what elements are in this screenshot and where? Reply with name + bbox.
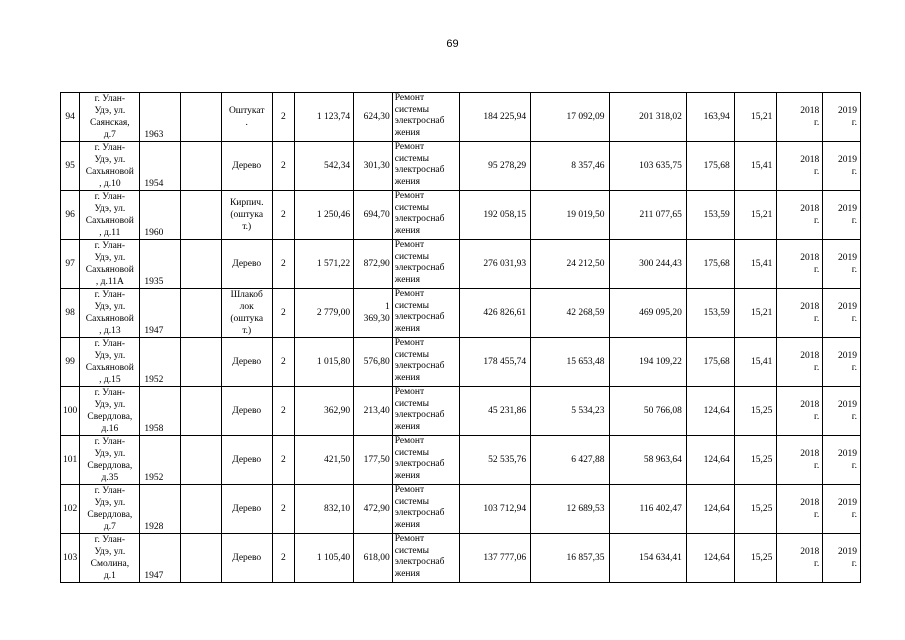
- total-area-cell: 1 571,22: [295, 240, 354, 289]
- total-area-cell: 362,90: [295, 387, 354, 436]
- rate-cell: 175,68: [686, 142, 734, 191]
- housing-repair-table: [60, 92, 861, 583]
- rate-cell: 15,21: [734, 93, 777, 142]
- rate-cell: 15,25: [734, 485, 777, 534]
- empty-cell: [181, 485, 222, 534]
- end-year-cell: 2019 г.: [823, 338, 861, 387]
- living-area-cell: 472,90: [354, 485, 393, 534]
- cost-cell: 276 031,93: [459, 240, 530, 289]
- table-row: [61, 240, 861, 289]
- cost-cell: 24 212,50: [531, 240, 609, 289]
- total-cost-cell: 300 244,43: [609, 240, 686, 289]
- empty-cell: [181, 240, 222, 289]
- wall-material-cell: Оштукат .: [221, 93, 272, 142]
- year-built-cell: 1954: [140, 142, 181, 191]
- rate-cell: 124,64: [686, 534, 734, 583]
- total-area-cell: 1 015,80: [295, 338, 354, 387]
- total-cost-cell: 58 963,64: [609, 436, 686, 485]
- table-row: [61, 534, 861, 583]
- living-area-cell: 618,00: [354, 534, 393, 583]
- year-built-cell: 1928: [140, 485, 181, 534]
- table-body: [61, 93, 861, 583]
- living-area-cell: 177,50: [354, 436, 393, 485]
- rate-cell: 15,41: [734, 142, 777, 191]
- wall-material-cell: Дерево: [221, 387, 272, 436]
- end-year-cell: 2019 г.: [823, 387, 861, 436]
- cost-cell: 52 535,76: [459, 436, 530, 485]
- address-cell: г. Улан- Удэ, ул. Сахьяновой , д.11А: [80, 240, 140, 289]
- table-row: [61, 485, 861, 534]
- total-area-cell: 1 250,46: [295, 191, 354, 240]
- empty-cell: [181, 191, 222, 240]
- start-year-cell: 2018 г.: [777, 240, 823, 289]
- row-number: 97: [61, 240, 80, 289]
- start-year-cell: 2018 г.: [777, 191, 823, 240]
- start-year-cell: 2018 г.: [777, 436, 823, 485]
- address-cell: г. Улан- Удэ, ул. Свердлова, д.35: [80, 436, 140, 485]
- total-cost-cell: 211 077,65: [609, 191, 686, 240]
- row-number: 98: [61, 289, 80, 338]
- living-area-cell: 1 369,30: [354, 289, 393, 338]
- living-area-cell: 213,40: [354, 387, 393, 436]
- cost-cell: 192 058,15: [459, 191, 530, 240]
- table-row: [61, 338, 861, 387]
- row-number: 94: [61, 93, 80, 142]
- cost-cell: 17 092,09: [531, 93, 609, 142]
- address-cell: г. Улан- Удэ, ул. Сахьяновой , д.13: [80, 289, 140, 338]
- wall-material-cell: Дерево: [221, 436, 272, 485]
- wall-material-cell: Дерево: [221, 240, 272, 289]
- address-cell: г. Улан- Удэ, ул. Свердлова, д.16: [80, 387, 140, 436]
- empty-cell: [181, 142, 222, 191]
- rate-cell: 175,68: [686, 338, 734, 387]
- rate-cell: 15,41: [734, 338, 777, 387]
- table-row: [61, 142, 861, 191]
- living-area-cell: 694,70: [354, 191, 393, 240]
- row-number: 95: [61, 142, 80, 191]
- total-cost-cell: 103 635,75: [609, 142, 686, 191]
- total-area-cell: 2 779,00: [295, 289, 354, 338]
- living-area-cell: 576,80: [354, 338, 393, 387]
- row-number: 96: [61, 191, 80, 240]
- end-year-cell: 2019 г.: [823, 191, 861, 240]
- work-type-cell: Ремонт системы электроснаб жения: [392, 534, 459, 583]
- row-number: 103: [61, 534, 80, 583]
- end-year-cell: 2019 г.: [823, 534, 861, 583]
- rate-cell: 124,64: [686, 485, 734, 534]
- floors-cell: 2: [272, 534, 294, 583]
- work-type-cell: Ремонт системы электроснаб жения: [392, 338, 459, 387]
- row-number: 100: [61, 387, 80, 436]
- floors-cell: 2: [272, 142, 294, 191]
- start-year-cell: 2018 г.: [777, 534, 823, 583]
- rate-cell: 124,64: [686, 436, 734, 485]
- rate-cell: 175,68: [686, 240, 734, 289]
- living-area-cell: 624,30: [354, 93, 393, 142]
- work-type-cell: Ремонт системы электроснаб жения: [392, 240, 459, 289]
- wall-material-cell: Дерево: [221, 338, 272, 387]
- floors-cell: 2: [272, 289, 294, 338]
- total-area-cell: 1 105,40: [295, 534, 354, 583]
- end-year-cell: 2019 г.: [823, 93, 861, 142]
- cost-cell: 42 268,59: [531, 289, 609, 338]
- wall-material-cell: Дерево: [221, 534, 272, 583]
- cost-cell: 45 231,86: [459, 387, 530, 436]
- rate-cell: 15,21: [734, 289, 777, 338]
- cost-cell: 19 019,50: [531, 191, 609, 240]
- total-cost-cell: 116 402,47: [609, 485, 686, 534]
- address-cell: г. Улан- Удэ, ул. Свердлова, д.7: [80, 485, 140, 534]
- end-year-cell: 2019 г.: [823, 485, 861, 534]
- year-built-cell: 1947: [140, 534, 181, 583]
- work-type-cell: Ремонт системы электроснаб жения: [392, 191, 459, 240]
- floors-cell: 2: [272, 191, 294, 240]
- start-year-cell: 2018 г.: [777, 338, 823, 387]
- end-year-cell: 2019 г.: [823, 240, 861, 289]
- page-number: 69: [446, 38, 459, 50]
- empty-cell: [181, 93, 222, 142]
- empty-cell: [181, 436, 222, 485]
- floors-cell: 2: [272, 93, 294, 142]
- start-year-cell: 2018 г.: [777, 289, 823, 338]
- floors-cell: 2: [272, 436, 294, 485]
- year-built-cell: 1935: [140, 240, 181, 289]
- work-type-cell: Ремонт системы электроснаб жения: [392, 436, 459, 485]
- year-built-cell: 1960: [140, 191, 181, 240]
- total-area-cell: 542,34: [295, 142, 354, 191]
- rate-cell: 15,25: [734, 387, 777, 436]
- total-cost-cell: 50 766,08: [609, 387, 686, 436]
- year-built-cell: 1952: [140, 338, 181, 387]
- address-cell: г. Улан- Удэ, ул. Саянская, д.7: [80, 93, 140, 142]
- cost-cell: 137 777,06: [459, 534, 530, 583]
- floors-cell: 2: [272, 387, 294, 436]
- table-row: [61, 93, 861, 142]
- wall-material-cell: Дерево: [221, 485, 272, 534]
- row-number: 102: [61, 485, 80, 534]
- start-year-cell: 2018 г.: [777, 485, 823, 534]
- row-number: 99: [61, 338, 80, 387]
- year-built-cell: 1947: [140, 289, 181, 338]
- living-area-cell: 301,30: [354, 142, 393, 191]
- work-type-cell: Ремонт системы электроснаб жения: [392, 289, 459, 338]
- rate-cell: 15,25: [734, 436, 777, 485]
- wall-material-cell: Шлакоб лок (оштука т.): [221, 289, 272, 338]
- rate-cell: 153,59: [686, 191, 734, 240]
- end-year-cell: 2019 г.: [823, 289, 861, 338]
- wall-material-cell: Дерево: [221, 142, 272, 191]
- total-cost-cell: 194 109,22: [609, 338, 686, 387]
- work-type-cell: Ремонт системы электроснаб жения: [392, 93, 459, 142]
- empty-cell: [181, 534, 222, 583]
- end-year-cell: 2019 г.: [823, 436, 861, 485]
- row-number: 101: [61, 436, 80, 485]
- floors-cell: 2: [272, 485, 294, 534]
- table-row: [61, 436, 861, 485]
- table-row: [61, 387, 861, 436]
- start-year-cell: 2018 г.: [777, 387, 823, 436]
- year-built-cell: 1958: [140, 387, 181, 436]
- rate-cell: 153,59: [686, 289, 734, 338]
- rate-cell: 163,94: [686, 93, 734, 142]
- address-cell: г. Улан- Удэ, ул. Сахьяновой , д.15: [80, 338, 140, 387]
- cost-cell: 5 534,23: [531, 387, 609, 436]
- cost-cell: 178 455,74: [459, 338, 530, 387]
- table-row: [61, 289, 861, 338]
- address-cell: г. Улан- Удэ, ул. Смолина, д.1: [80, 534, 140, 583]
- total-cost-cell: 201 318,02: [609, 93, 686, 142]
- work-type-cell: Ремонт системы электроснаб жения: [392, 387, 459, 436]
- empty-cell: [181, 289, 222, 338]
- address-cell: г. Улан- Удэ, ул. Сахьяновой , д.11: [80, 191, 140, 240]
- total-area-cell: 1 123,74: [295, 93, 354, 142]
- total-area-cell: 421,50: [295, 436, 354, 485]
- floors-cell: 2: [272, 240, 294, 289]
- rate-cell: 15,21: [734, 191, 777, 240]
- rate-cell: 124,64: [686, 387, 734, 436]
- cost-cell: 184 225,94: [459, 93, 530, 142]
- rate-cell: 15,25: [734, 534, 777, 583]
- living-area-cell: 872,90: [354, 240, 393, 289]
- start-year-cell: 2018 г.: [777, 93, 823, 142]
- total-area-cell: 832,10: [295, 485, 354, 534]
- floors-cell: 2: [272, 338, 294, 387]
- total-cost-cell: 154 634,41: [609, 534, 686, 583]
- end-year-cell: 2019 г.: [823, 142, 861, 191]
- cost-cell: 95 278,29: [459, 142, 530, 191]
- wall-material-cell: Кирпич. (оштука т.): [221, 191, 272, 240]
- work-type-cell: Ремонт системы электроснаб жения: [392, 142, 459, 191]
- rate-cell: 15,41: [734, 240, 777, 289]
- empty-cell: [181, 338, 222, 387]
- cost-cell: 12 689,53: [531, 485, 609, 534]
- work-type-cell: Ремонт системы электроснаб жения: [392, 485, 459, 534]
- cost-cell: 16 857,35: [531, 534, 609, 583]
- address-cell: г. Улан- Удэ, ул. Сахьяновой , д.10: [80, 142, 140, 191]
- cost-cell: 8 357,46: [531, 142, 609, 191]
- year-built-cell: 1963: [140, 93, 181, 142]
- total-cost-cell: 469 095,20: [609, 289, 686, 338]
- cost-cell: 103 712,94: [459, 485, 530, 534]
- empty-cell: [181, 387, 222, 436]
- cost-cell: 15 653,48: [531, 338, 609, 387]
- cost-cell: 6 427,88: [531, 436, 609, 485]
- table-row: [61, 191, 861, 240]
- start-year-cell: 2018 г.: [777, 142, 823, 191]
- year-built-cell: 1952: [140, 436, 181, 485]
- cost-cell: 426 826,61: [459, 289, 530, 338]
